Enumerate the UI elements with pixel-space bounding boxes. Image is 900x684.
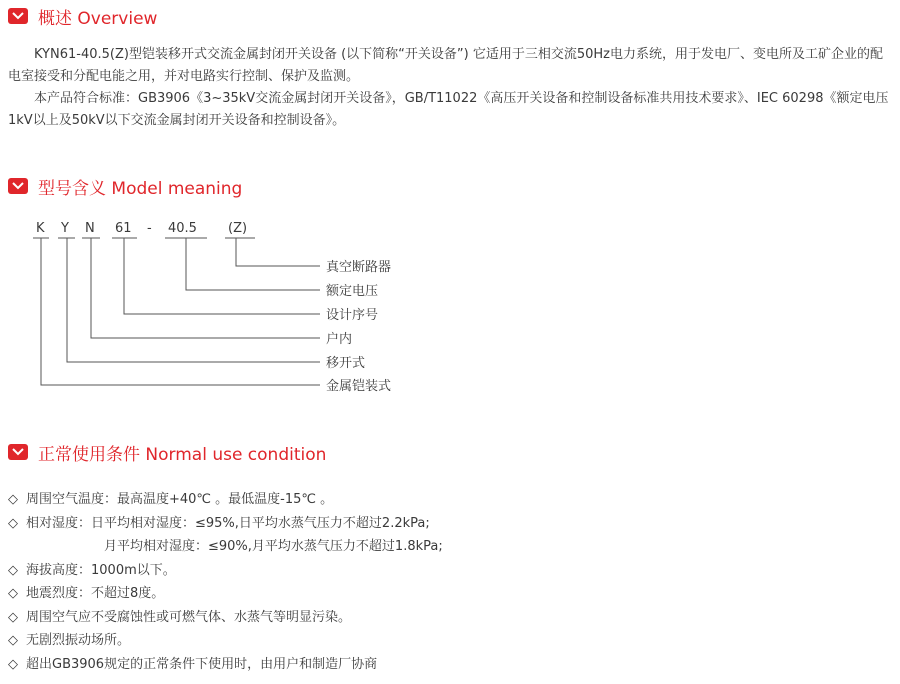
model-heading xyxy=(8,175,242,197)
overview-text xyxy=(8,44,892,132)
red-badge-icon xyxy=(8,444,28,460)
connector-voltage xyxy=(186,238,320,290)
list-item: ◇ 相对湿度：日平均相对湿度：≤95%,日平均水蒸气压力不超过2.2kPa; xyxy=(8,512,443,536)
conditions-list xyxy=(8,488,443,676)
model-code-voltage: 40.5 xyxy=(168,221,197,236)
model-code-dash: - xyxy=(147,221,152,236)
connector-z xyxy=(236,238,320,266)
overview-paragraph-1: KYN61-40.5(Z)型铠装移开式交流金属封闭开关设备 (以下简称“开关设备”) 它适用于三相交流50Hz电力系统，用于发电厂、变电所及工矿企业的配电室接受和分配电能之用，并对电路实行控制、保护及监测。 xyxy=(8,47,883,84)
meaning-design-serial: 设计序号 xyxy=(326,308,379,323)
model-title: 型号含义 Model meaning xyxy=(38,178,243,199)
model-code-y: Y xyxy=(61,221,69,236)
red-badge-icon xyxy=(8,8,28,24)
diamond-bullet-icon: ◇ xyxy=(8,609,18,625)
connector-y xyxy=(67,238,320,362)
red-badge-icon xyxy=(8,178,28,194)
connector-k xyxy=(41,238,320,385)
meaning-vacuum-breaker: 真空断路器 xyxy=(326,260,392,275)
diamond-bullet-icon: ◇ xyxy=(8,633,18,648)
list-item: ◇ 超出GB3906规定的正常条件下使用时，由用户和制造厂协商 xyxy=(8,653,443,677)
meaning-metal-clad: 金属铠装式 xyxy=(326,379,392,394)
model-meaning-diagram xyxy=(30,212,450,402)
diamond-bullet-icon: ◇ xyxy=(8,515,18,531)
list-item: ◇ 无剧烈振动场所。 xyxy=(8,629,443,653)
list-item: 月平均相对湿度：≤90%,月平均水蒸气压力不超过1.8kPa; xyxy=(104,539,443,554)
overview-paragraph-2: 本产品符合标准：GB3906《3~35kV交流金属封闭开关设备》，GB/T11022《高压开关设备和控制设备标准共用技术要求》、IEC 60298《额定电压1kV以上及50kV以下交流金属封闭开关设备和控制设备》。 xyxy=(8,91,889,128)
meaning-rated-voltage: 额定电压 xyxy=(326,284,379,299)
diamond-bullet-icon: ◇ xyxy=(8,492,18,507)
list-item: ◇ 海拔高度：1000m以下。 xyxy=(8,559,443,583)
diamond-bullet-icon: ◇ xyxy=(8,562,18,578)
conditions-title: 正常使用条件 Normal use condition xyxy=(38,444,327,465)
model-code-k: K xyxy=(36,221,45,236)
model-code-series: 61 xyxy=(115,221,132,236)
connector-n xyxy=(91,238,320,338)
overview-heading xyxy=(8,5,157,27)
model-code-z: (Z) xyxy=(228,221,248,236)
model-code-n: N xyxy=(85,221,95,236)
diamond-bullet-icon: ◇ xyxy=(8,586,18,601)
list-item: ◇ 地震烈度：不超过8度。 xyxy=(8,582,443,606)
meaning-indoor: 户内 xyxy=(326,332,353,347)
list-item: ◇ 周围空气应不受腐蚀性或可燃气体、水蒸气等明显污染。 xyxy=(8,606,443,630)
conditions-heading xyxy=(8,441,326,463)
list-item: ◇ 周围空气温度：最高温度+40℃ 。最低温度-15℃ 。 xyxy=(8,488,443,512)
diamond-bullet-icon: ◇ xyxy=(8,656,18,672)
overview-title: 概述 Overview xyxy=(38,8,158,29)
connector-series xyxy=(124,238,320,314)
meaning-withdrawable: 移开式 xyxy=(326,356,366,371)
